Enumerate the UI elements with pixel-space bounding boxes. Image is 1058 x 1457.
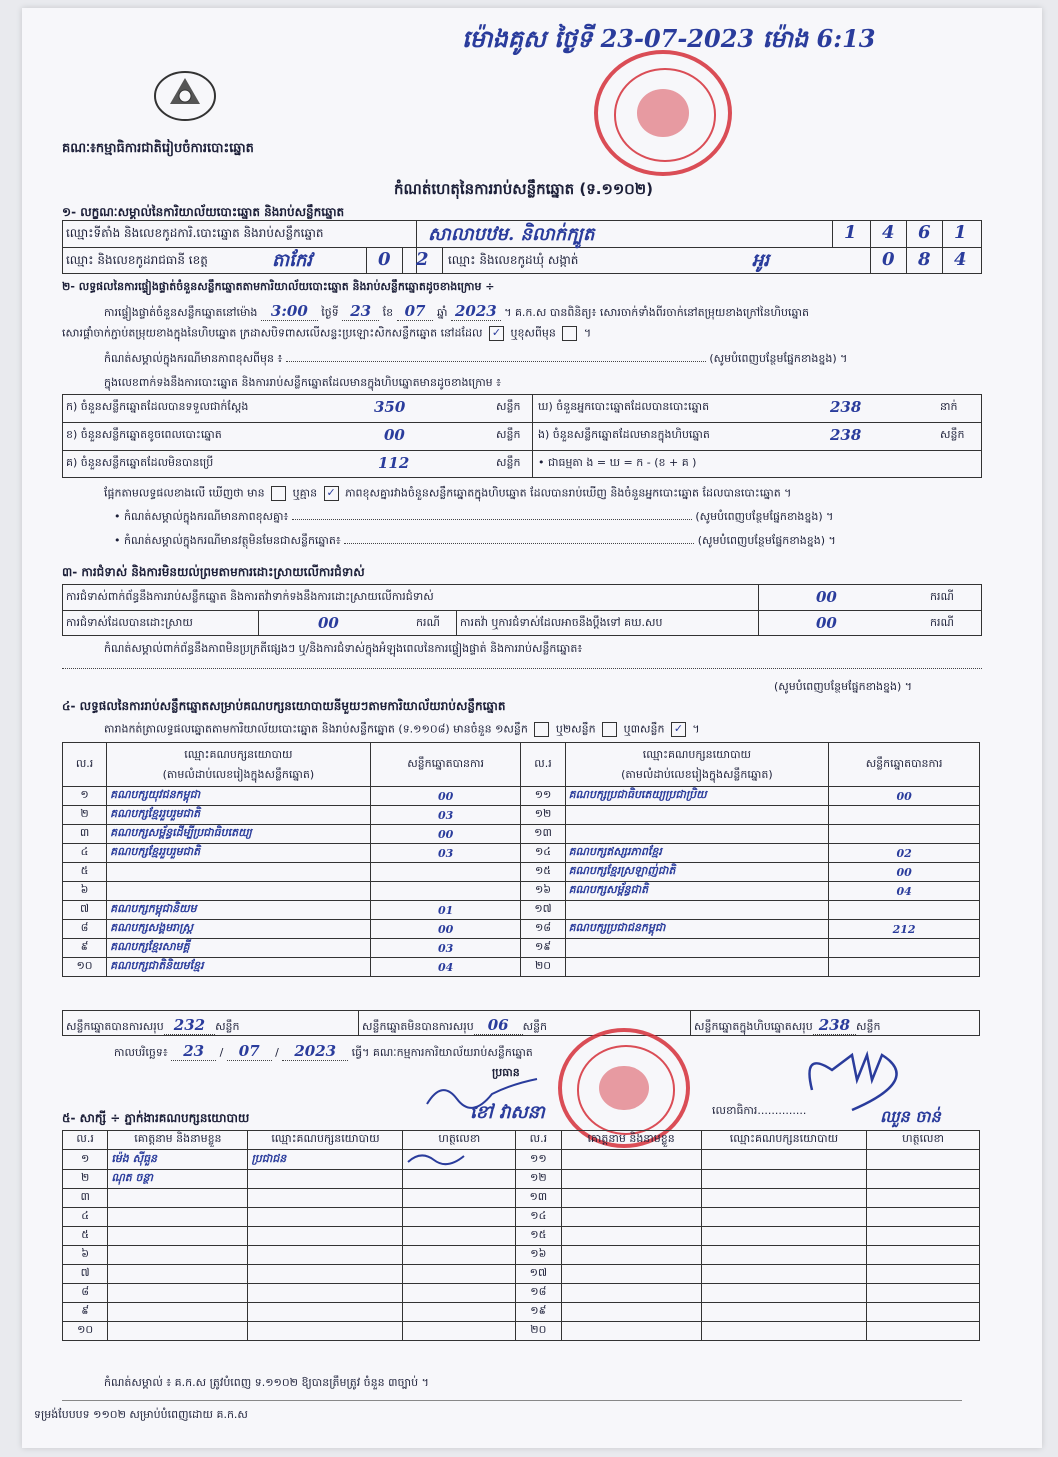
party-name: គណបក្សខ្មែររួបរួមជាតិ xyxy=(107,806,371,825)
handwritten-timestamp: ម៉ោងគូស ថ្ងៃទី 23-07-2023 ម៉ោង 6:13 xyxy=(462,24,876,53)
table-cell xyxy=(248,1284,403,1303)
site-code-digit: 1 xyxy=(844,222,857,243)
party-votes: 04 xyxy=(370,958,521,977)
party-votes xyxy=(829,825,980,844)
province-code-digit: 2 xyxy=(416,249,429,270)
table-row xyxy=(63,1303,980,1322)
table-row xyxy=(63,1227,980,1246)
table-cell: ១៣ xyxy=(516,1189,561,1208)
party-votes: 212 xyxy=(829,920,980,939)
table-cell xyxy=(403,1208,516,1227)
table-cell xyxy=(248,1227,403,1246)
party-name xyxy=(107,863,371,882)
table-cell: ១១ xyxy=(516,1150,561,1170)
table-cell: ៦ xyxy=(63,882,107,901)
table-row xyxy=(63,920,980,939)
table-cell xyxy=(701,1265,866,1284)
party-name: គណបក្សឥស្សរភាពខ្មែរ xyxy=(565,844,829,863)
bullet1: • កំណត់សម្គាល់ក្នុងករណីមានភាពខុសគ្នា៖ (សូមបំពេញបន្ថែមផ្នែកខាងខ្នង) ។ xyxy=(114,510,834,523)
president-name: ខៅ វាសនា xyxy=(470,1102,545,1123)
no-difference-checkbox: ✓ xyxy=(324,486,339,501)
note1: កំណត់សម្គាល់ក្នុងករណីមានភាពខុសពីមុន ៖ (សូមបំពេញបន្ថែមផ្នែកខាងខ្នង) ។ xyxy=(104,352,848,365)
table-cell: ១៧ xyxy=(521,901,565,920)
commune-code-digit: 8 xyxy=(918,249,931,270)
table-cell xyxy=(561,1303,701,1322)
form-note: ទម្រង់បែបបទ ១១០២ សម្រាប់បំពេញដោយ គ.ក.ស xyxy=(34,1408,248,1421)
unit: ករណី xyxy=(930,616,954,629)
province-name: តាកែវ xyxy=(272,250,312,271)
table-row xyxy=(63,1246,980,1265)
party-name xyxy=(565,958,829,977)
table-cell: ១៧ xyxy=(516,1265,561,1284)
count-voters-value: 238 xyxy=(830,398,862,416)
president-label: ប្រធាន xyxy=(492,1066,520,1079)
count-spoiled-value: 00 xyxy=(384,426,405,444)
table-cell: ៩ xyxy=(63,939,107,958)
party-name: គណបក្សប្រជាធិបតេយ្យប្រជាប្រិយ xyxy=(565,787,829,806)
party-name: គណបក្សខ្មែរស្រឡាញ់ជាតិ xyxy=(565,863,829,882)
table-row xyxy=(63,939,980,958)
party-name: គណបក្សយុវជនកម្ពុជា xyxy=(107,787,371,806)
party-votes: 03 xyxy=(370,806,521,825)
table-cell: ១០ xyxy=(63,1322,108,1341)
table-cell: ១២ xyxy=(516,1170,561,1189)
table-cell: ១៥ xyxy=(521,863,565,882)
table-cell xyxy=(701,1246,866,1265)
count-unused-label: គ) ចំនួនសន្លឹកឆ្នោតដែលមិនបានប្រើ xyxy=(66,456,214,469)
table-cell: ១៤ xyxy=(516,1208,561,1227)
table-cell xyxy=(108,1227,248,1246)
table-row xyxy=(63,1322,980,1341)
unit: សន្លឹក xyxy=(496,456,521,469)
secretary-label: លេខាធិការ.............. xyxy=(712,1104,807,1117)
table-cell xyxy=(403,1284,516,1303)
count-received-label: ក) ចំនួនសន្លឹកឆ្នោតដែលបានទទួលជាក់ស្តែង xyxy=(66,400,249,413)
party-name: គណបក្សសម្ព័ន្ធជាតិ xyxy=(565,882,829,901)
section5-heading: ៥- សាក្សី ÷ ភ្នាក់ងារគណបក្សនយោបាយ xyxy=(62,1111,250,1125)
official-seal-top xyxy=(594,50,732,176)
total-invalid: សន្លឹកឆ្នោតមិនបានការសរុប 06 សន្លឹក xyxy=(362,1016,548,1034)
same-checkbox: ✓ xyxy=(489,326,504,341)
table-cell xyxy=(248,1322,403,1341)
table-cell xyxy=(248,1208,403,1227)
table-cell: ២ xyxy=(63,1170,108,1189)
table-cell: ១ xyxy=(63,787,107,806)
table-row xyxy=(63,1189,980,1208)
total-box: សន្លឹកឆ្នោតក្នុងហិបឆ្នោតសរុប 238 សន្លឹក xyxy=(694,1016,881,1034)
resolved-value: 00 xyxy=(318,614,339,632)
verification-line: ការផ្ទៀងផ្ទាត់ចំនួនសន្លឹកឆ្នោតនៅម៉ោង 3:00 ថ្ងៃទី 23 ខែ 07 ឆ្នាំ 2023 ។ គ.ក.ស បានពិនិត្យ៖ សោរចាក់ទាំងពីរចាក់នៅតម្រុយខាងក្រៅនៃហិបឆ្នោត xyxy=(104,302,809,320)
table-cell: ៧ xyxy=(63,901,107,920)
table-row xyxy=(63,863,980,882)
table-cell xyxy=(108,1189,248,1208)
table-cell xyxy=(561,1265,701,1284)
party-votes xyxy=(829,958,980,977)
table-cell xyxy=(108,1322,248,1341)
party-votes: 02 xyxy=(829,844,980,863)
form-sheet xyxy=(22,8,1042,1448)
form-title: កំណត់ហេតុនៃការរាប់សន្លឹកឆ្នោត (ទ.១១០២) xyxy=(394,180,654,198)
table-cell xyxy=(701,1208,866,1227)
table-cell: ១៦ xyxy=(521,882,565,901)
has-difference-checkbox xyxy=(271,486,286,501)
section4-heading: ៤- លទ្ធផលនៃការរាប់សន្លឹកឆ្នោតសម្រាប់គណបក្សនយោបាយនីមួយៗតាមការិយាល័យរាប់សន្លឹកឆ្នោត xyxy=(62,699,506,713)
table-cell xyxy=(701,1284,866,1303)
table-cell: ៤ xyxy=(63,844,107,863)
table-cell xyxy=(108,1246,248,1265)
table-row xyxy=(63,1170,980,1189)
table-row xyxy=(63,1265,980,1284)
table-cell: ២ xyxy=(63,806,107,825)
table-cell xyxy=(701,1150,866,1170)
party-name: គណបក្សខ្មែរសាមគ្គី xyxy=(107,939,371,958)
resolved-label: ការជំទាស់ដែលបានដោះស្រាយ xyxy=(66,616,193,629)
table-cell: ឈ្មោះគណបក្សនយោបាយ xyxy=(248,1131,403,1150)
site-code-digit: 6 xyxy=(918,222,931,243)
two-sheet-checkbox xyxy=(602,722,617,737)
table-cell: ឈ្មោះគណបក្សនយោបាយ xyxy=(701,1131,866,1150)
table-cell xyxy=(248,1170,403,1189)
col-party: ឈ្មោះគណបក្សនយោបាយ (តាមលំដាប់លេខរៀងក្នុងសន្លឹកឆ្នោត) xyxy=(565,743,829,787)
table-cell xyxy=(867,1303,980,1322)
table-cell xyxy=(867,1246,980,1265)
table-cell xyxy=(701,1227,866,1246)
table-cell: ២០ xyxy=(521,958,565,977)
table-cell: ១ xyxy=(63,1150,108,1170)
party-votes: 00 xyxy=(370,825,521,844)
bullet2: • កំណត់សម្គាល់ក្នុងករណីមានវត្ថុមិនមែនជាសន្លឹកឆ្នោត៖ (សូមបំពេញបន្ថែមផ្នែកខាងខ្នង) ។ xyxy=(114,534,836,547)
table-cell xyxy=(561,1208,701,1227)
table-cell: ល.រ xyxy=(63,1131,108,1150)
counts-intro: ក្នុងលេខពាក់ទងនឹងការបោះឆ្នោត និងការរាប់សន្លឹកឆ្នោតដែលមានក្នុងហិបឆ្នោតមានដូចខាងក្រោម ៖ xyxy=(104,376,501,389)
commune-label: ឈ្មោះ និងលេខកូដឃុំ សង្កាត់ xyxy=(448,253,579,267)
witness-name: ម៉េង ស៊ីធួន xyxy=(108,1150,248,1170)
footnote: កំណត់សម្គាល់ ៖ គ.ក.ស ត្រូវបំពេញ ទ.១១០២ ឱ្យបានត្រឹមត្រូវ ចំនួន ៣ច្បាប់ ។ xyxy=(104,1376,429,1389)
table-cell: ៨ xyxy=(63,920,107,939)
formula: • ជាធម្មតា ង = ឃ = ក - (ខ + គ ) xyxy=(538,456,697,469)
party-votes xyxy=(829,939,980,958)
table-cell: ១៩ xyxy=(521,939,565,958)
col-no: ល.រ xyxy=(63,743,107,787)
witness-table xyxy=(62,1130,980,1341)
col-no: ល.រ xyxy=(521,743,565,787)
table-cell xyxy=(701,1189,866,1208)
table-cell: ៧ xyxy=(63,1265,108,1284)
site-code-digit: 1 xyxy=(954,222,967,243)
seal-status-line: សោរផ្គាំចាក់ភ្ជាប់តម្រុយខាងក្នុងនៃហិបឆ្នោត ក្រដាសបិទពាសលើសន្ទះប្រឡោះសិកសន្លឹកឆ្នោត នៅដដែល ✓ ឬខុសពីមុន ។ xyxy=(62,326,592,340)
section3-heading: ៣- ការជំទាស់ និងការមិនយល់ព្រមតាមការដោះស្រាយលើការជំទាស់ xyxy=(62,565,365,579)
objections-value: 00 xyxy=(816,588,837,606)
table-cell xyxy=(561,1227,701,1246)
party-name: គណបក្សប្រជាជនកម្ពុជា xyxy=(565,920,829,939)
table-row xyxy=(63,882,980,901)
table-cell xyxy=(108,1284,248,1303)
party-name: គណបក្សសង្គមរាស្ត្រ xyxy=(107,920,371,939)
section3-note: កំណត់សម្គាល់ពាក់ព័ន្ធនឹងភាពមិនប្រក្រតីផ្សេងៗ ឬ/និងការជំទាស់ក្នុងអំឡុងពេលនៃការផ្ទៀងផ្ទាត់ និងការរាប់សន្លឹកឆ្នោត៖ xyxy=(104,642,583,655)
party-name: គណបក្សខ្មែររួបរួមជាតិ xyxy=(107,844,371,863)
site-code-digit: 4 xyxy=(882,222,895,243)
table-cell xyxy=(403,1322,516,1341)
count-spoiled-label: ខ) ចំនួនសន្លឹកឆ្នោតខូចពេលបោះឆ្នោត xyxy=(66,428,222,441)
table-cell: គោត្តនាម និងនាមខ្លួន xyxy=(108,1131,248,1150)
party-votes xyxy=(370,882,521,901)
table-row xyxy=(63,958,980,977)
table-cell xyxy=(403,1265,516,1284)
appeal-label: ការតវ៉ា ឬការជំទាស់ដែលអាចនឹងប្តឹងទៅ គឃ.សប xyxy=(460,616,663,629)
count-received-value: 350 xyxy=(374,398,406,416)
table-row xyxy=(63,1150,980,1170)
party-votes xyxy=(829,806,980,825)
table-cell xyxy=(561,1246,701,1265)
table-cell: ១៦ xyxy=(516,1246,561,1265)
unit: ករណី xyxy=(930,590,954,603)
table-cell: ១៣ xyxy=(521,825,565,844)
fill-line xyxy=(62,668,982,669)
table-cell: ៥ xyxy=(63,863,107,882)
table-row xyxy=(63,844,980,863)
table-cell xyxy=(867,1284,980,1303)
president-signature xyxy=(422,1074,542,1118)
party-votes: 00 xyxy=(829,863,980,882)
table-cell xyxy=(701,1170,866,1189)
table-cell xyxy=(867,1170,980,1189)
table-cell: ៥ xyxy=(63,1227,108,1246)
table-cell xyxy=(867,1150,980,1170)
table-cell xyxy=(867,1227,980,1246)
table-cell xyxy=(403,1189,516,1208)
table-cell xyxy=(108,1265,248,1284)
unit: ករណី xyxy=(416,616,440,629)
table-cell: ៣ xyxy=(63,825,107,844)
date-line: កាលបរិច្ឆេទ៖ 23 / 07 / 2023 ធ្វើ។ គណៈកម្មការការិយាល័យរាប់សន្លឹកឆ្នោត xyxy=(114,1042,533,1060)
issuer: គណៈ៖កម្មាធិការជាតិរៀបចំការបោះឆ្នោត xyxy=(62,141,254,156)
table-cell: ៦ xyxy=(63,1246,108,1265)
table-cell: ១១ xyxy=(521,787,565,806)
table-cell: ហត្ថលេខា xyxy=(403,1131,516,1150)
verification-time: 3:00 xyxy=(261,302,318,321)
site-name: សាលាបឋម. និលាក់ក្បូត xyxy=(428,224,595,245)
table-cell xyxy=(561,1284,701,1303)
table-cell: ល.រ xyxy=(516,1131,561,1150)
table-cell xyxy=(403,1170,516,1189)
section2-heading: ២- លទ្ធផលនៃការផ្ទៀងផ្ទាត់ចំនួនសន្លឹកឆ្នោតតាមការិយាល័យបោះឆ្នោត និងរាប់សន្លឹកឆ្នោតដូចខាងក្រោម ÷ xyxy=(62,280,495,293)
table-cell xyxy=(867,1265,980,1284)
different-checkbox xyxy=(562,326,577,341)
party-name xyxy=(565,825,829,844)
table-cell xyxy=(561,1150,701,1170)
party-votes xyxy=(829,901,980,920)
table-cell: ១៥ xyxy=(516,1227,561,1246)
section3-note-suffix: (សូមបំពេញបន្ថែមផ្នែកខាងខ្នង) ។ xyxy=(774,680,913,693)
col-votes: សន្លឹកឆ្នោតបានការ xyxy=(370,743,521,787)
table-cell xyxy=(248,1303,403,1322)
table-row xyxy=(63,806,980,825)
party-votes: 04 xyxy=(829,882,980,901)
province-label: ឈ្មោះ និងលេខកូដរាជធានី ខេត្ត xyxy=(66,253,208,267)
table-row xyxy=(63,1284,980,1303)
table-cell: ២០ xyxy=(516,1322,561,1341)
count-ballot-box-value: 238 xyxy=(830,426,862,444)
table-cell xyxy=(701,1322,866,1341)
table-row xyxy=(63,901,980,920)
discrepancy-line: ផ្អែកតាមលទ្ធផលខាងលើ ឃើញថា មាន ឬគ្មាន ✓ ភាពខុសគ្នារវាងចំនួនសន្លឹកឆ្នោតក្នុងហិបឆ្នោត ដែលបានរាប់ឃើញ និងចំនួនអ្នកបោះឆ្នោត ដែលបានបោះឆ្នោត ។ xyxy=(104,486,792,500)
witness-name: ណុត ចន្ថា xyxy=(108,1170,248,1189)
one-sheet-checkbox xyxy=(534,722,549,737)
table-cell: ៤ xyxy=(63,1208,108,1227)
witness-party: ប្រជាជន xyxy=(248,1150,403,1170)
party-name: គណបក្សជាតិនិយមខ្មែរ xyxy=(107,958,371,977)
table-cell: ១០ xyxy=(63,958,107,977)
table-cell xyxy=(248,1246,403,1265)
table-cell xyxy=(248,1265,403,1284)
emblem-logo xyxy=(150,66,220,124)
sheets-line: តារាងកត់ត្រាលទ្ធផលឆ្នោតតាមការិយាល័យបោះឆ្នោត និងរាប់សន្លឹកឆ្នោត (ទ.១១០៨) មានចំនួន ១សន្លឹក ឬ២សន្លឹក ឬ៣សន្លឹក ✓ ។ xyxy=(104,722,700,736)
table-cell xyxy=(867,1208,980,1227)
section1-heading: ១- លក្ខណៈសម្គាល់នៃការិយាល័យបោះឆ្នោត និងរាប់សន្លឹកឆ្នោត xyxy=(62,205,345,219)
party-votes: 00 xyxy=(370,787,521,806)
table-cell: គោត្តនាម និងនាមខ្លួន xyxy=(561,1131,701,1150)
table-cell xyxy=(403,1246,516,1265)
count-voters-label: ឃ) ចំនួនអ្នកបោះឆ្នោតដែលបានបោះឆ្នោត xyxy=(538,400,710,413)
table-cell xyxy=(561,1189,701,1208)
appeal-value: 00 xyxy=(816,614,837,632)
table-cell: ១៤ xyxy=(521,844,565,863)
table-cell xyxy=(867,1322,980,1341)
table-cell: ៣ xyxy=(63,1189,108,1208)
party-name xyxy=(107,882,371,901)
party-votes: 01 xyxy=(370,901,521,920)
table-cell xyxy=(108,1208,248,1227)
party-name xyxy=(565,806,829,825)
commune-code-digit: 0 xyxy=(882,249,895,270)
table-cell xyxy=(108,1303,248,1322)
verification-month: 07 xyxy=(397,302,434,321)
unit: នាក់ xyxy=(940,400,958,413)
commune-name: អូរ xyxy=(752,250,770,271)
verification-day: 23 xyxy=(342,302,379,321)
party-name: គណបក្សសម្ព័ន្ធដើម្បីប្រជាធិបតេយ្យ xyxy=(107,825,371,844)
table-row xyxy=(63,1208,980,1227)
table-cell: ១៩ xyxy=(516,1303,561,1322)
site-label: ឈ្មោះទីតាំង និងលេខកូដការិ.បោះឆ្នោត និងរាប់សន្លឹកឆ្នោត xyxy=(66,226,324,240)
table-cell: ១៨ xyxy=(516,1284,561,1303)
unit: សន្លឹក xyxy=(496,428,521,441)
party-votes: 00 xyxy=(370,920,521,939)
table-cell xyxy=(561,1170,701,1189)
objections-label: ការជំទាស់ពាក់ព័ន្ធនឹងការរាប់សន្លឹកឆ្នោត និងការតវ៉ាទាក់ទងនឹងការដោះស្រាយលើការជំទាស់ xyxy=(66,590,434,603)
province-code-digit: 0 xyxy=(378,249,391,270)
three-sheet-checkbox: ✓ xyxy=(671,722,686,737)
table-cell xyxy=(248,1189,403,1208)
count-ballot-box-label: ង) ចំនួនសន្លឹកឆ្នោតដែលមានក្នុងហិបឆ្នោត xyxy=(538,428,710,441)
verification-year: 2023 xyxy=(451,302,501,321)
table-cell: ១៨ xyxy=(521,920,565,939)
unit: សន្លឹក xyxy=(496,400,521,413)
table-cell: ៨ xyxy=(63,1284,108,1303)
table-cell xyxy=(403,1227,516,1246)
table-cell xyxy=(403,1303,516,1322)
party-name xyxy=(565,901,829,920)
col-votes: សន្លឹកឆ្នោតបានការ xyxy=(829,743,980,787)
commune-code-digit: 4 xyxy=(954,249,967,270)
col-party: ឈ្មោះគណបក្សនយោបាយ (តាមលំដាប់លេខរៀងក្នុងសន្លឹកឆ្នោត) xyxy=(107,743,371,787)
party-name xyxy=(565,939,829,958)
table-row xyxy=(63,787,980,806)
count-unused-value: 112 xyxy=(378,454,410,472)
unit: សន្លឹក xyxy=(940,428,965,441)
party-votes: 03 xyxy=(370,844,521,863)
total-valid: សន្លឹកឆ្នោតបានការសរុប 232 សន្លឹក xyxy=(66,1016,240,1034)
results-table xyxy=(62,742,980,977)
table-cell xyxy=(701,1303,866,1322)
table-cell xyxy=(867,1189,980,1208)
table-cell: ៩ xyxy=(63,1303,108,1322)
table-row xyxy=(63,825,980,844)
party-votes: 00 xyxy=(829,787,980,806)
party-votes xyxy=(370,863,521,882)
table-cell xyxy=(561,1322,701,1341)
table-cell: ១២ xyxy=(521,806,565,825)
party-name: គណបក្សកម្ពុជានិយម xyxy=(107,901,371,920)
secretary-name: ឈួន ចាន់ xyxy=(880,1107,941,1126)
witness-signature xyxy=(403,1150,516,1170)
party-votes: 03 xyxy=(370,939,521,958)
table-cell: ហត្ថលេខា xyxy=(867,1131,980,1150)
